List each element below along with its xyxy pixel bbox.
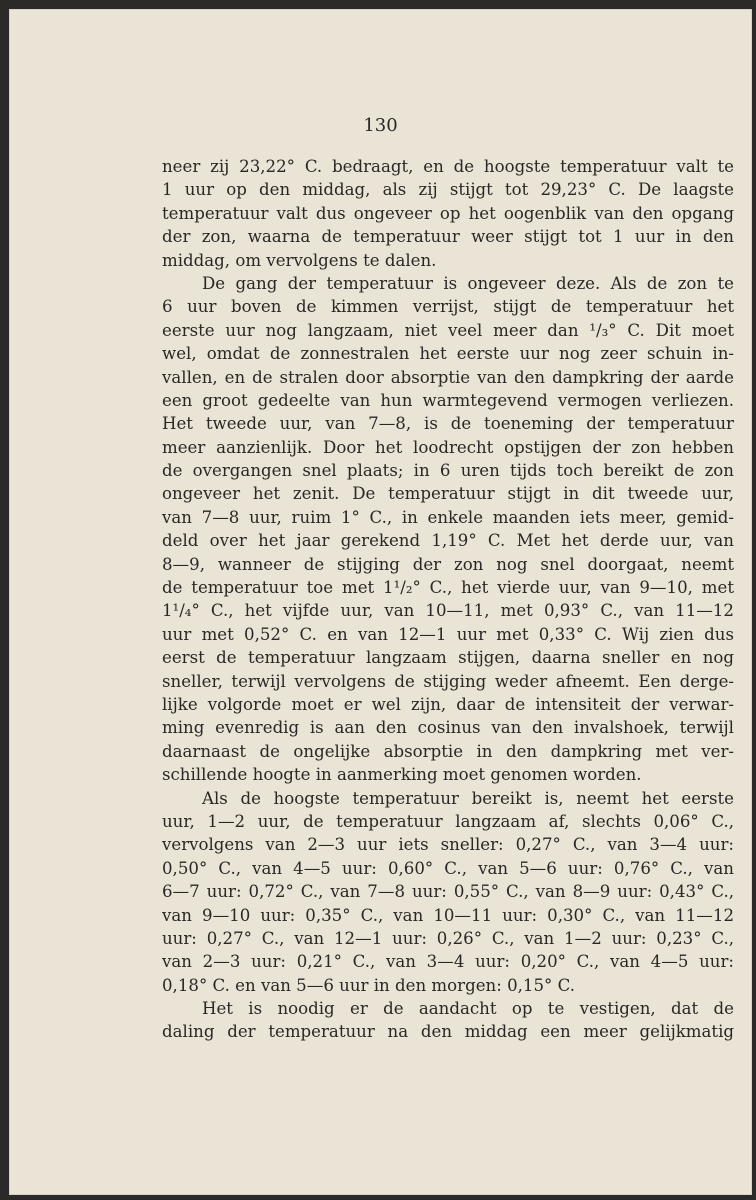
text-line: ongeveer het zenit. De temperatuur stijgt in dit tweede uur, [162, 484, 734, 504]
body-text [162, 155, 734, 1044]
text-line: meer aanzienlijk. Door het loodrecht opstijgen der zon hebben [162, 437, 734, 457]
text-line: 0,50° C., van 4—5 uur: 0,60° C., van 5—6 uur: 0,76° C., van [162, 858, 734, 878]
text-line: temperatuur valt dus ongeveer op het oogenblik van den opgang [162, 203, 734, 223]
text-line: 0,18° C. en van 5—6 uur in den morgen: 0,15° C. [162, 975, 575, 995]
page-number: 130 [363, 115, 398, 136]
text-line: uur met 0,52° C. en van 12—1 uur met 0,33° C. Wij zien dus [162, 624, 734, 644]
text-line: 6 uur boven de kimmen verrijst, stijgt de temperatuur het [162, 297, 734, 317]
text-line: neer zij 23,22° C. bedraagt, en de hoogste temperatuur valt te [162, 157, 734, 176]
text-line: 1¹/₄° C., het vijfde uur, van 10—11, met 0,93° C., van 11—12 [162, 601, 734, 621]
text-line: Het tweede uur, van 7—8, is de toeneming der temperatuur [162, 414, 734, 434]
text-line: sneller, terwijl vervolgens de stijging weder afneemt. Een derge- [162, 671, 734, 691]
text-line: daarnaast de ongelijke absorptie in den dampkring met ver- [162, 741, 734, 761]
text-line: van 7—8 uur, ruim 1° C., in enkele maanden iets meer, gemid- [162, 507, 734, 527]
text-line: daling der temperatuur na den middag een meer gelijkmatig [162, 1022, 734, 1042]
text-line: lijke volgorde moet er wel zijn, daar de intensiteit der verwar- [162, 694, 734, 714]
text-line: De gang der temperatuur is ongeveer deze. Als de zon te [202, 273, 734, 293]
text-line: schillende hoogte in aanmerking moet genomen worden. [162, 765, 642, 785]
book-page [9, 9, 752, 1195]
text-line: Het is noodig er de aandacht op te vestigen, dat de [202, 999, 734, 1019]
text-line: 1 uur op den middag, als zij stijgt tot 29,23° C. De laagste [162, 180, 734, 200]
text-line: de temperatuur toe met 1¹/₂° C., het vierde uur, van 9—10, met [162, 578, 734, 598]
text-line: 8—9, wanneer de stijging der zon nog snel doorgaat, neemt [162, 554, 734, 574]
text-line: vervolgens van 2—3 uur iets sneller: 0,27° C., van 3—4 uur: [162, 835, 734, 855]
text-line: Als de hoogste temperatuur bereikt is, neemt het eerste [202, 788, 734, 808]
text-line: eerst de temperatuur langzaam stijgen, daarna sneller en nog [162, 648, 734, 668]
text-line: vallen, en de stralen door absorptie van den dampkring der aarde [162, 367, 734, 387]
text-line: uur: 0,27° C., van 12—1 uur: 0,26° C., van 1—2 uur: 0,23° C., [162, 928, 734, 948]
text-line: der zon, waarna de temperatuur weer stijgt tot 1 uur in den [162, 227, 734, 247]
text-line: middag, om vervolgens te dalen. [162, 250, 437, 270]
text-line: de overgangen snel plaats; in 6 uren tijds toch bereikt de zon [162, 461, 734, 481]
text-line: 6—7 uur: 0,72° C., van 7—8 uur: 0,55° C., van 8—9 uur: 0,43° C., [162, 882, 734, 902]
text-line: wel, omdat de zonnestralen het eerste uur nog zeer schuin in- [162, 344, 734, 364]
text-line: eerste uur nog langzaam, niet veel meer dan ¹/₃° C. Dit moet [162, 320, 734, 340]
text-line: van 2—3 uur: 0,21° C., van 3—4 uur: 0,20° C., van 4—5 uur: [162, 952, 734, 972]
text-line: een groot gedeelte van hun warmtegevend vermogen verliezen. [162, 390, 734, 410]
text-line: ming evenredig is aan den cosinus van den invalshoek, terwijl [162, 718, 734, 738]
text-line: van 9—10 uur: 0,35° C., van 10—11 uur: 0,30° C., van 11—12 [162, 905, 734, 925]
text-line: uur, 1—2 uur, de temperatuur langzaam af, slechts 0,06° C., [162, 811, 734, 831]
text-line: deld over het jaar gerekend 1,19° C. Met het derde uur, van [162, 531, 734, 551]
